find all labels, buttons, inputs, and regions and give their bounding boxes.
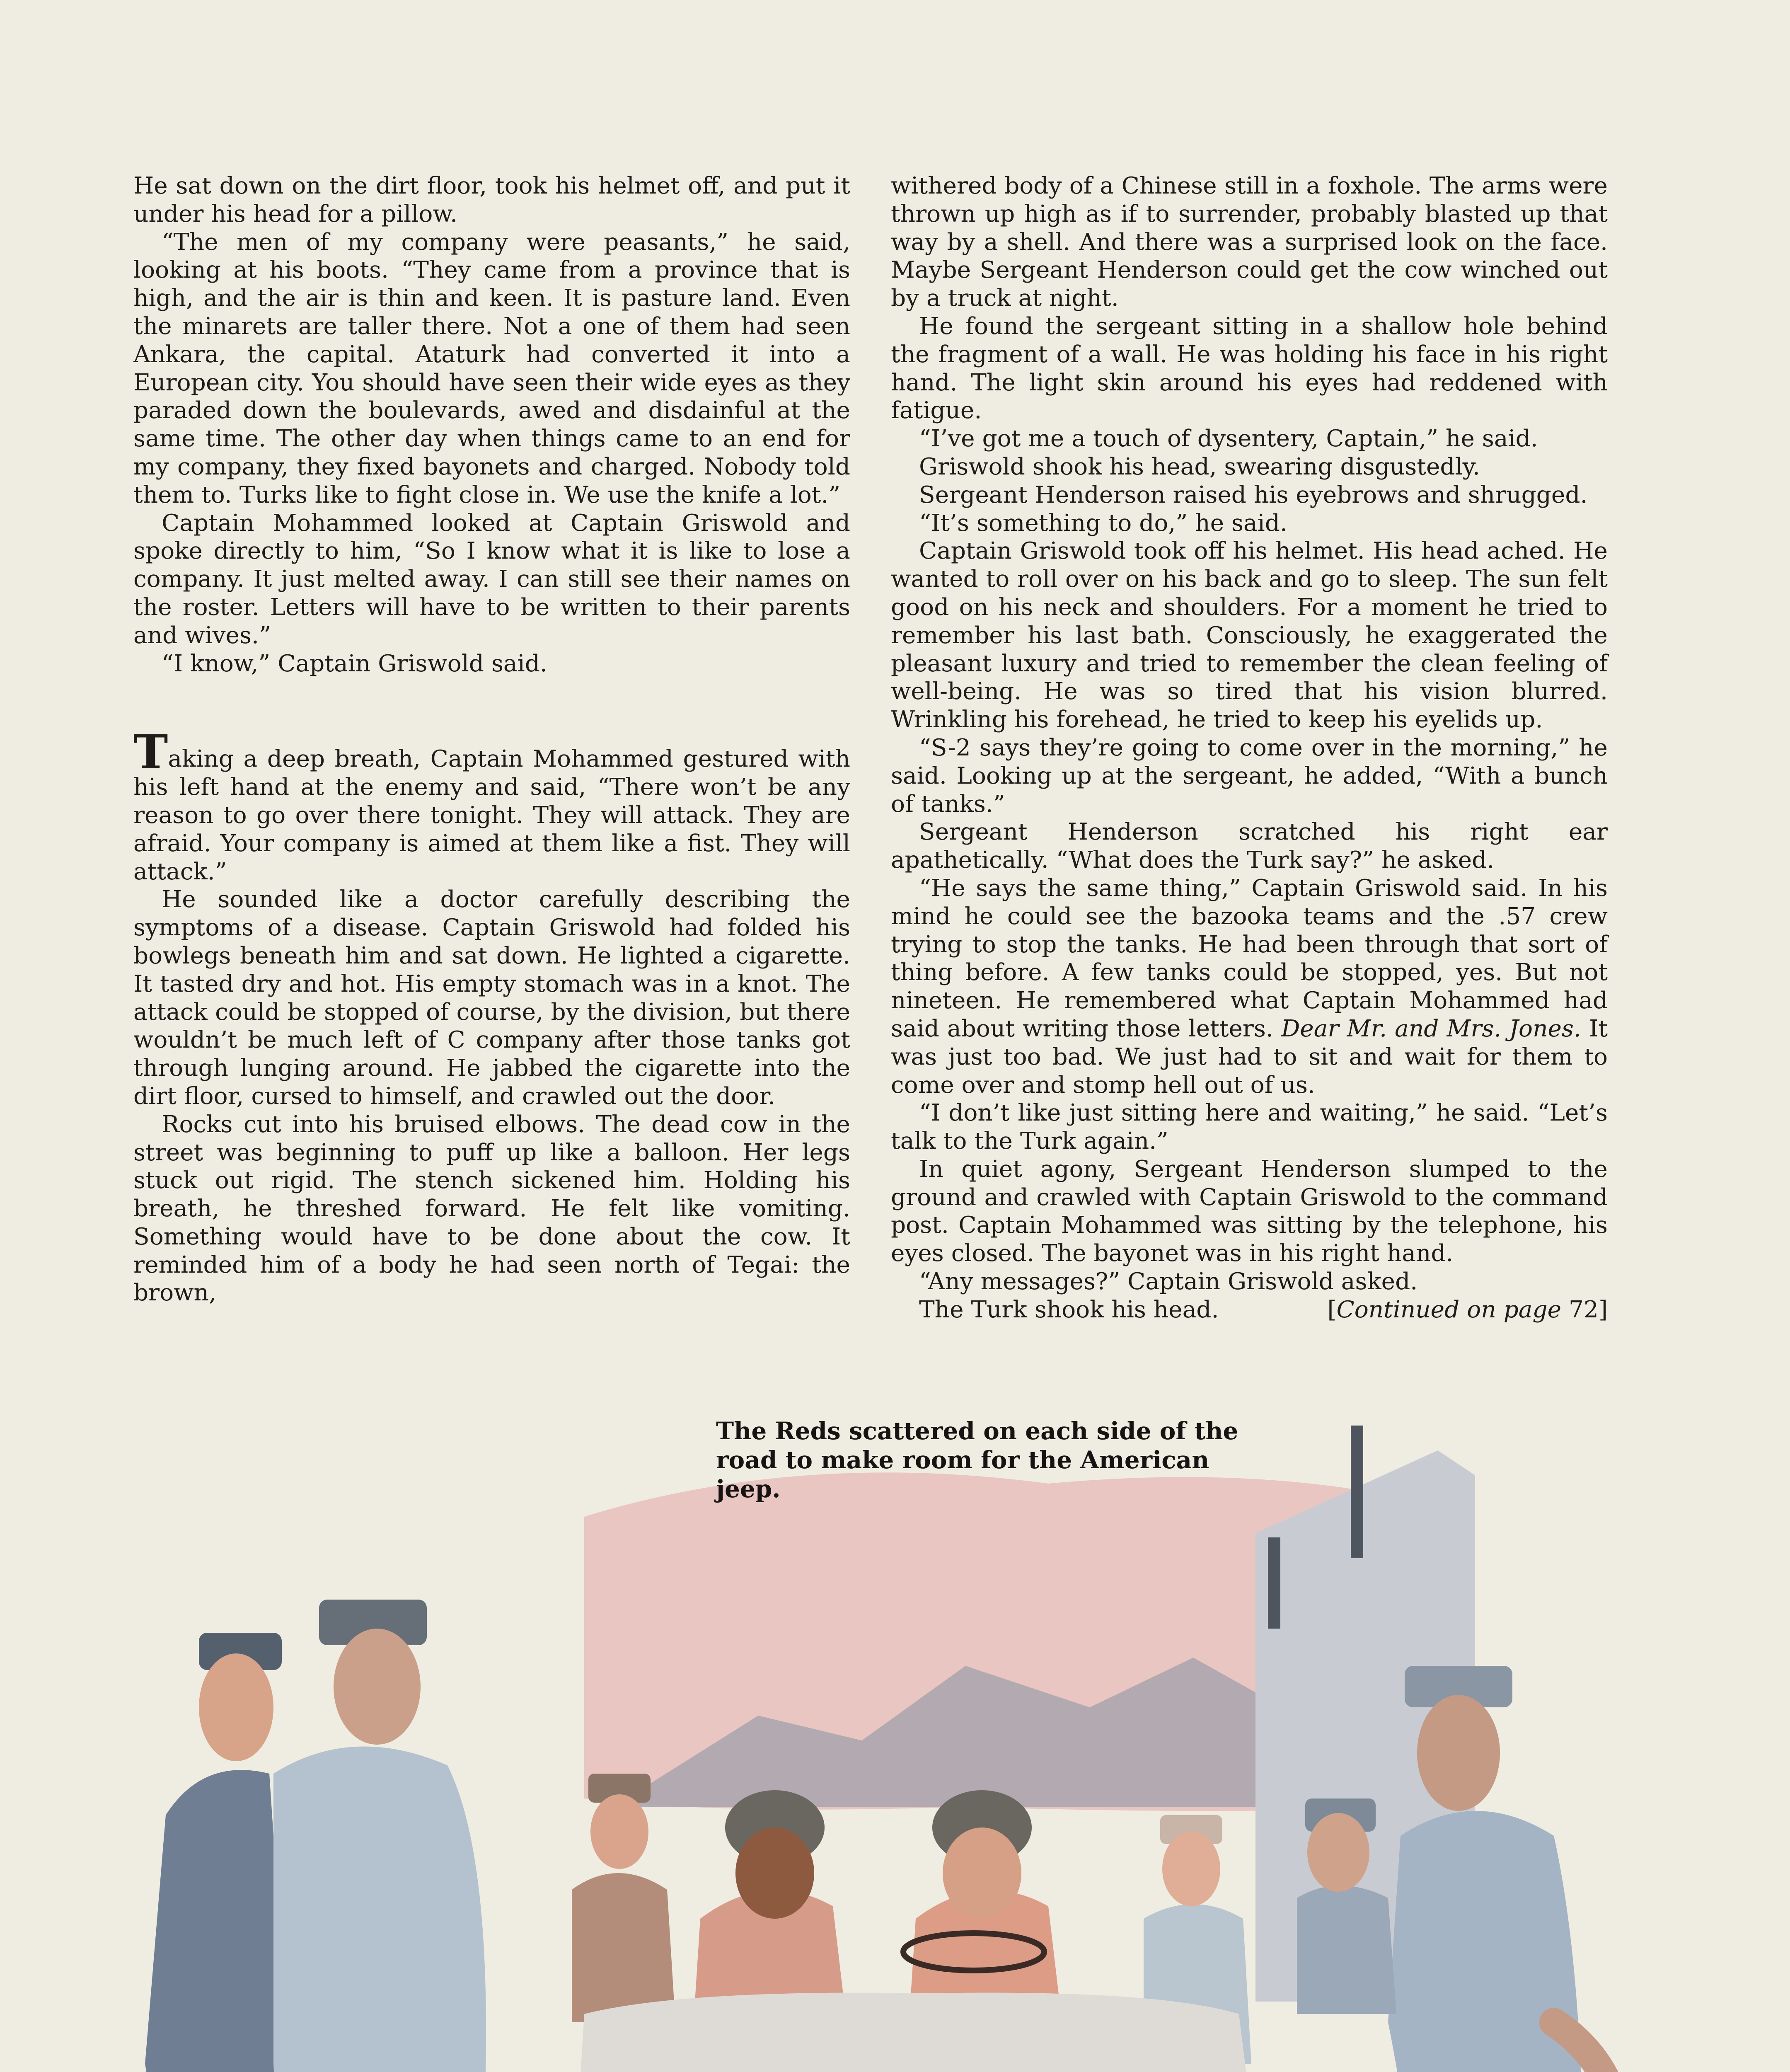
article-column-right: [891, 172, 1608, 1324]
continued-label: Continued on page: [1336, 1296, 1562, 1323]
paragraph-text: It was just too bad. We just had to sit and wait for them to come over and stomp hell out of us.: [891, 1015, 1608, 1099]
paragraph: Captain Griswold took off his helmet. His head ached. He wanted to roll over on his back and go to sleep. The sun felt good on his neck and shoulders. For a moment he tried to remember his last bath. Consciously, he exaggerated the pleasant luxury and tried to remember the clean feeling of well-being. He was so tired that his vision blurred. Wrinkling his forehead, he tried to keep his eyelids up.: [891, 537, 1608, 733]
paragraph: Sergeant Henderson raised his eyebrows and shrugged.: [919, 481, 1588, 508]
paragraph: Griswold shook his head, swearing disgustedly.: [919, 453, 1480, 480]
paragraph-with-italic: [891, 874, 1608, 1099]
paragraph-text: “He says the same thing,” Captain Griswold said. In his mind he could see the bazooka teams and the .57 crew trying to stop the tanks. He had been through that sort of thing before. A few tanks could be stopped, yes. But not nineteen. He remembered what Captain Mohammed had said about writing those letters.: [891, 874, 1608, 1042]
paragraph: “Any messages?” Captain Griswold asked.: [919, 1268, 1418, 1295]
paragraph: “The men of my company were peasants,” he said, looking at his boots. “They came from a province that is high, and the air is thin and keen. It is pasture land. Even the minarets are taller there. Not a one of them had seen Ankara, the capital. Ataturk had converted it into a European city. You should have seen their wide eyes as they paraded down the boulevards, awed and disdainful at the same time. The other day when things came to an end for my company, they fixed bayonets and charged. Nobody told them to. Turks like to fight close in. We use the knife a lot.”: [133, 228, 850, 508]
paragraph: He found the sergeant sitting in a shallow hole behind the fragment of a wall. He was holding his face in his right hand. The light skin around his eyes had reddened with fatigue.: [891, 312, 1608, 424]
paragraph: He sat down on the dirt floor, took his helmet off, and put it under his head for a pillow.: [133, 172, 850, 228]
paragraph: He sounded like a doctor carefully describing the symptoms of a disease. Captain Griswold had folded his bowlegs beneath him and sat down. He lighted a cigarette. It tasted dry and hot. His empty stomach was in a knot. The attack could be stopped of course, by the division, but there wouldn’t be much left of C company after those tanks got through lunging around. He jabbed the cigarette into the dirt floor, cursed to himself, and crawled out the door.: [133, 886, 850, 1110]
continued-note: [1299, 1296, 1608, 1324]
paragraph: “S-2 says they’re going to come over in the morning,” he said. Looking up at the sergeant, he added, “With a bunch of tanks.”: [891, 734, 1608, 818]
soldier-left-far: [145, 1633, 290, 2072]
paragraph: “I know,” Captain Griswold said.: [162, 650, 547, 677]
red-jeep: [568, 1993, 1264, 2072]
italic-phrase: Dear Mr. and Mrs. Jones.: [1281, 1015, 1581, 1042]
paragraph: “I don’t like just sitting here and waiting,” he said. “Let’s talk to the Turk again.”: [891, 1099, 1608, 1155]
paragraph-text: The Turk shook his head.: [919, 1296, 1219, 1323]
bracket-close: ]: [1598, 1296, 1608, 1323]
bracket-open: [: [1327, 1296, 1337, 1323]
illustration-caption: The Reds scattered on each side of the road to make room for the American jeep.: [716, 1417, 1238, 1503]
dropcap: T: [133, 725, 168, 780]
article-column-left: [133, 172, 850, 1307]
paragraph-text: aking a deep breath, Captain Mohammed gestured with his left hand at the enemy and said, “There won’t be any reason to go over there tonight. They will attack. They are afraid. Your company is aimed at them like a fist. They will attack.”: [133, 746, 850, 885]
soldier-back-left: [572, 1774, 675, 2022]
paragraph: Captain Mohammed looked at Captain Griswold and spoke directly to him, “So I know what it is like to lose a company. It just melted away. I can still see their names on the roster. Letters will have to be written to their parents and wives.”: [133, 509, 850, 649]
wall-post: [1351, 1426, 1363, 1558]
soldier-right-near: [1388, 1666, 1621, 2072]
paragraph: “It’s something to do,” he said.: [919, 509, 1287, 537]
wall-post: [1268, 1537, 1280, 1629]
paragraph: withered body of a Chinese still in a foxhole. The arms were thrown up high as if to surrender, probably blasted up that way by a shell. And there was a surprised look on the face. Maybe Sergeant Henderson could get the cow winched out by a truck at night.: [891, 172, 1608, 312]
paragraph: “I’ve got me a touch of dysentery, Captain,” he said.: [919, 425, 1538, 453]
paragraph: Sergeant Henderson scratched his right ear apathetically. “What does the Turk say?” he asked.: [891, 818, 1608, 874]
paragraph-dropcap: [133, 725, 850, 886]
paragraph: In quiet agony, Sergeant Henderson slumped to the ground and crawled with Captain Griswold to the command post. Captain Mohammed was sitting by the telephone, his eyes closed. The bayonet was in his right hand.: [891, 1155, 1608, 1267]
soldier-left-near: [273, 1600, 486, 2072]
continued-page-number: 72: [1569, 1296, 1599, 1323]
paragraph-last: [891, 1296, 1608, 1324]
paragraph: Rocks cut into his bruised elbows. The dead cow in the street was beginning to puff up like a balloon. Her legs stuck out rigid. The stench sickened him. Holding his breath, he threshed forward. He felt like vomiting. Something would have to be done about the cow. It reminded him of a body he had seen north of Tegai: the brown,: [133, 1111, 850, 1307]
